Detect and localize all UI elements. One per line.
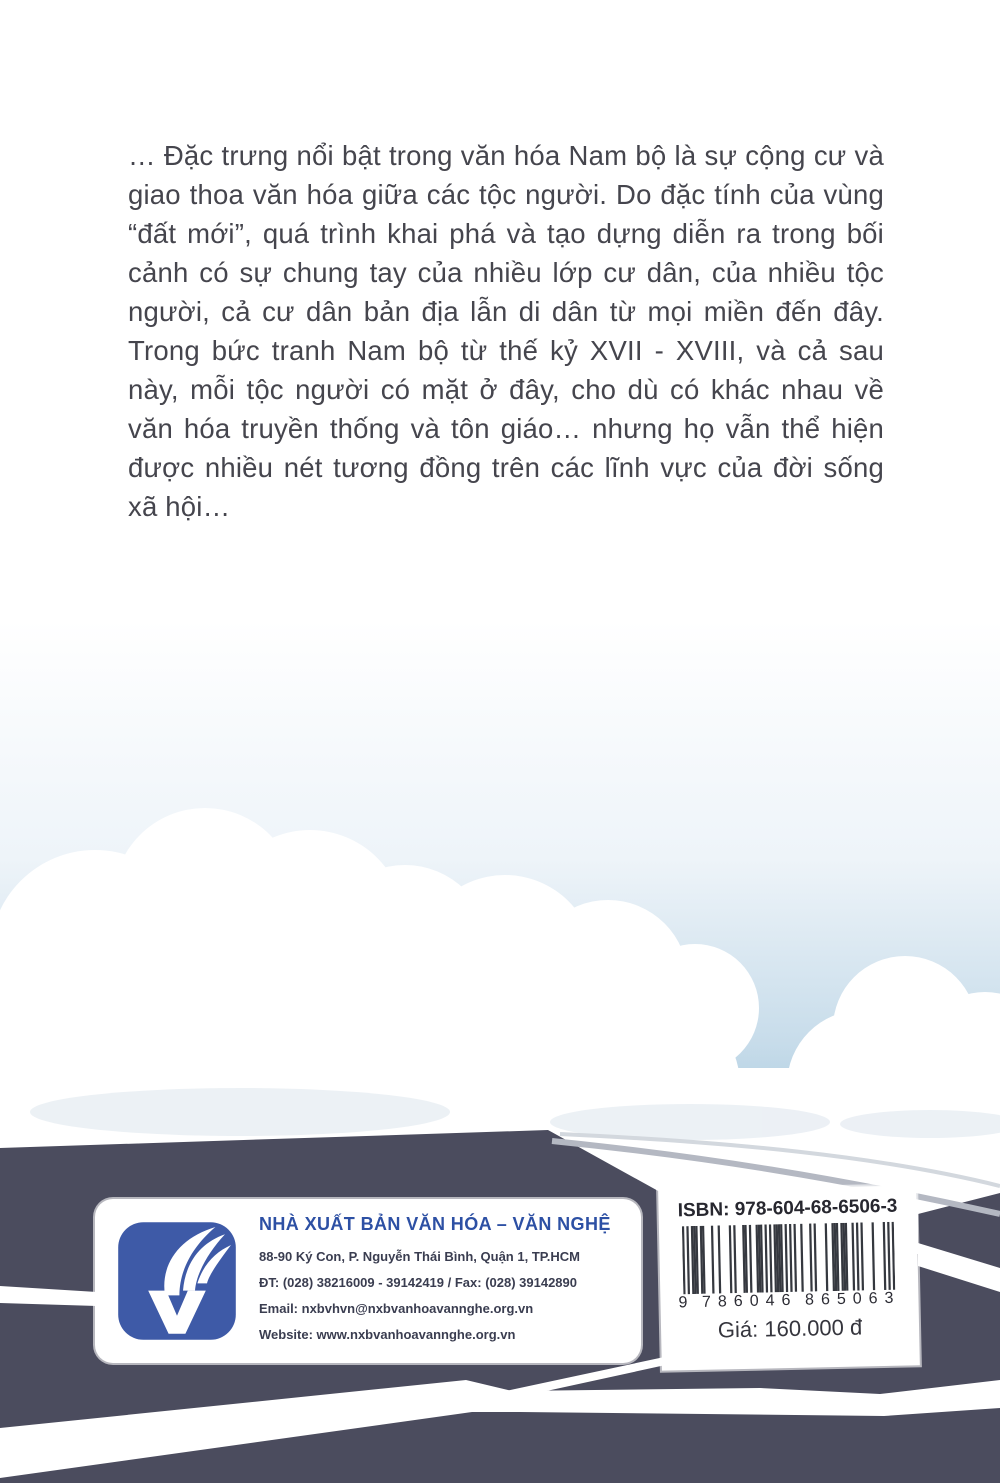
publisher-logo-icon (117, 1221, 237, 1341)
barcode-digits (677, 1290, 901, 1313)
price-label: Giá: 160.000 đ (717, 1314, 863, 1343)
publisher-phone-fax: ĐT: (028) 38216009 - 39142419 / Fax: (028) 39142890 (259, 1275, 577, 1290)
barcode-digit-group: 786046 (701, 1291, 798, 1311)
publisher-address: 88-90 Ký Con, P. Nguyễn Thái Bình, Quận 1, TP.HCM (259, 1249, 580, 1264)
isbn-panel (658, 1185, 920, 1370)
barcode-digit-group: 9 (678, 1293, 695, 1312)
back-cover-excerpt: … Đặc trưng nổi bật trong văn hóa Nam bộ là sự cộng cư và giao thoa văn hóa giữa các tộc người. Do đặc tính của vùng “đất mới”, quá trình khai phá và tạo dựng diễn ra trong bối cảnh có sự chung tay của nhiều lớp cư dân, của nhiều tộc người, cả cư dân bản địa lẫn di dân từ mọi miền đến đây. Trong bức tranh Nam bộ từ thế kỷ XVII - XVIII, và cả sau này, mỗi tộc người có mặt ở đây, cho dù có khác nhau về văn hóa truyền thống và tôn giáo… nhưng họ vẫn thể hiện được nhiều nét tương đồng trên các lĩnh vực của đời sống xã hội… (128, 140, 884, 522)
publisher-email: Email: nxbvhvn@nxbvanhoavannghe.org.vn (259, 1301, 534, 1316)
publisher-panel (95, 1199, 641, 1363)
barcode-digit-group: 865063 (804, 1289, 901, 1309)
publisher-name: NHÀ XUẤT BẢN VĂN HÓA – VĂN NGHỆ (259, 1214, 611, 1234)
isbn-number: ISBN: 978-604-68-6506-3 (677, 1195, 898, 1222)
publisher-website: Website: www.nxbvanhoavannghe.org.vn (259, 1327, 516, 1342)
